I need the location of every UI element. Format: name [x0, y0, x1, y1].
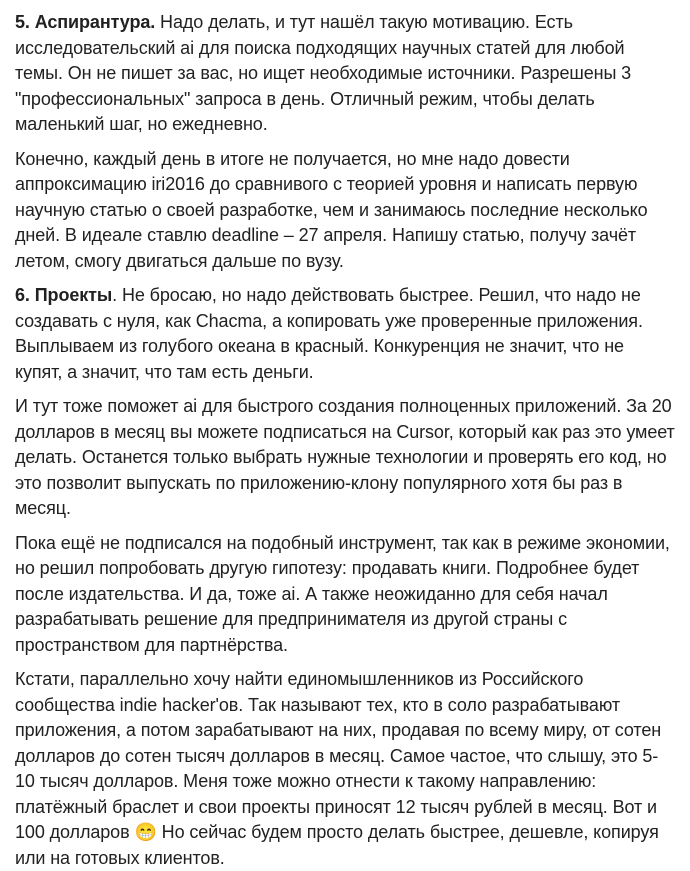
paragraph-text: . Не бросаю, но надо действовать быстрее. Решил, что надо не создавать с нуля, как Chacma, а копировать уже проверенные приложения. Выплываем из голубого океана в красный. Конкуренция не значит, что не купят, а значит, что там есть деньги.	[15, 285, 643, 382]
section-lead-6: 6. Проекты	[15, 285, 113, 305]
paragraph-text: Конечно, каждый день в итоге не получается, но мне надо довести аппроксимацию iri2016 до сравнивого с теорией уровня и написать первую научную статью о своей разработке, чем и занимаюсь последние несколько дней. В идеале ставлю deadline – 27 апреля. Напишу статью, получу зачёт летом, смогу двигаться дальше по вузу.	[15, 148, 648, 271]
section-lead-5: 5. Аспирантура.	[15, 12, 156, 32]
paragraph-knigi	[15, 531, 675, 659]
paragraph-aspirantura	[15, 10, 675, 138]
paragraph-deadline	[15, 147, 675, 275]
paragraph-text: Пока ещё не подписался на подобный инструмент, так как в режиме экономии, но решил попробовать другую гипотезу: продавать книги. Подробнее будет после издательства. И да, тоже ai. А также неожиданно для себя начал разрабатывать решение для предпринимателя из другой страны с пространством для партнёрства.	[15, 532, 670, 655]
paragraph-text: Кстати, параллельно хочу найти единомышленников из Российского сообщества indie hacker'ов. Так называют тех, кто в соло разрабатывают приложения, а потом зарабатывают на них, продавая по всему миру, от сотен долларов до сотен тысяч долларов в месяц. Самое частое, что слышу, это 5-10 тысяч долларов. Меня тоже можно отнести к такому направлению: платёжный браслет и свои проекты приносят 12 тысяч рублей в месяц. Вот и 100 долларов 😁 Но сейчас будем просто делать быстрее, дешевле, копируя или на готовых клиентов.	[15, 669, 662, 868]
paragraph-text: И тут тоже поможет ai для быстрого создания полноценных приложений. За 20 долларов в месяц вы можете подписаться на Cursor, который как раз это умеет делать. Останется только выбрать нужные технологии и проверять его код, но это позволит выпускать по приложению-клону популярного хотя бы раз в месяц.	[15, 396, 675, 518]
paragraph-indie-hackers	[15, 667, 675, 871]
paragraph-cursor	[15, 394, 675, 522]
paragraph-proekty	[15, 283, 675, 385]
paragraph-text: Надо делать, и тут нашёл такую мотивацию. Есть исследовательский ai для поиска подходящих научных статей для любой темы. Он не пишет за вас, но ищет необходимые источники. Разрешены 3 "профессиональных" запроса в день. Отличный режим, чтобы делать маленький шаг, но ежедневно.	[15, 12, 632, 134]
